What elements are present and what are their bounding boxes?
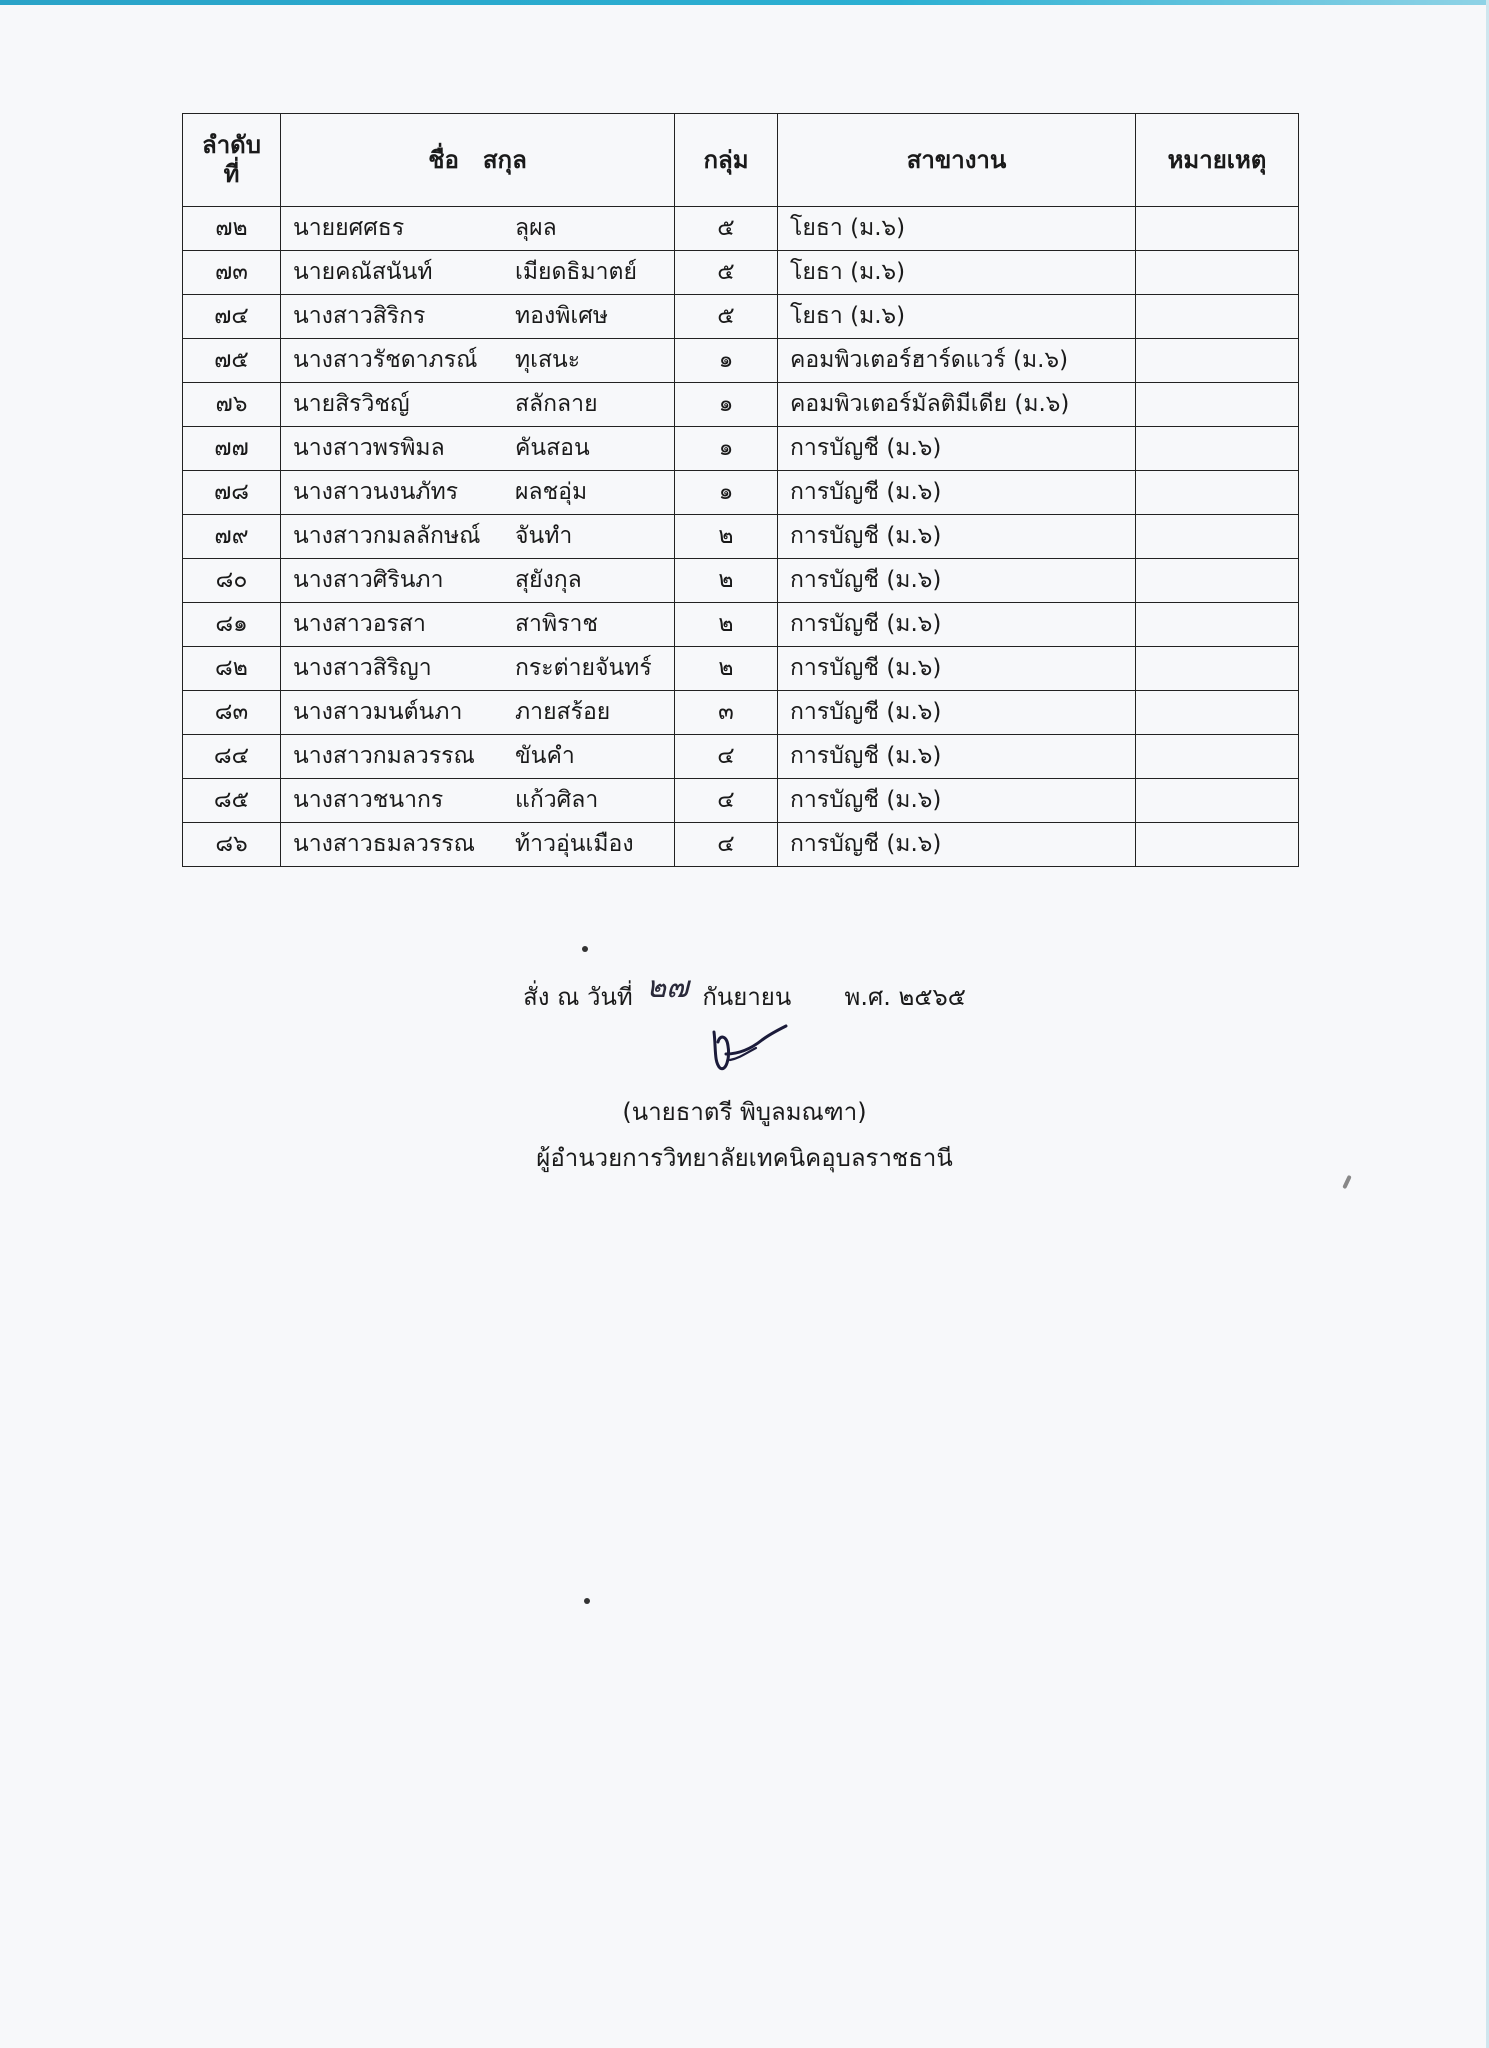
row-first-name: นายคณัสนันท์ bbox=[293, 258, 433, 285]
row-number: ๗๗ bbox=[183, 427, 281, 471]
scan-speck bbox=[584, 1598, 590, 1604]
row-department: การบัญชี (ม.๖) bbox=[778, 823, 1136, 867]
row-number: ๘๑ bbox=[183, 603, 281, 647]
row-name bbox=[281, 251, 675, 295]
table-header-row bbox=[183, 114, 1299, 207]
header-department: สาขางาน bbox=[778, 114, 1136, 207]
row-department: คอมพิวเตอร์มัลติมีเดีย (ม.๖) bbox=[778, 383, 1136, 427]
table-row bbox=[183, 647, 1299, 691]
table-row bbox=[183, 383, 1299, 427]
row-remark bbox=[1136, 383, 1299, 427]
table-row bbox=[183, 471, 1299, 515]
row-number: ๘๐ bbox=[183, 559, 281, 603]
row-remark bbox=[1136, 339, 1299, 383]
row-number: ๘๖ bbox=[183, 823, 281, 867]
table-row bbox=[183, 339, 1299, 383]
order-date-prefix: สั่ง ณ วันที่ bbox=[523, 983, 633, 1011]
row-number: ๗๕ bbox=[183, 339, 281, 383]
row-department: โยธา (ม.๖) bbox=[778, 295, 1136, 339]
row-first-name: นางสาวกมลลักษณ์ bbox=[293, 522, 481, 549]
scan-speck bbox=[582, 946, 588, 952]
scan-top-edge bbox=[0, 0, 1489, 5]
table-row bbox=[183, 251, 1299, 295]
row-number: ๗๓ bbox=[183, 251, 281, 295]
table-row bbox=[183, 559, 1299, 603]
row-remark bbox=[1136, 735, 1299, 779]
row-number: ๘๓ bbox=[183, 691, 281, 735]
student-table bbox=[182, 113, 1299, 867]
row-last-name: ทุเสนะ bbox=[515, 346, 581, 373]
row-first-name: นางสาวสิริกร bbox=[293, 302, 426, 329]
row-name bbox=[281, 207, 675, 251]
row-name bbox=[281, 779, 675, 823]
row-number: ๘๕ bbox=[183, 779, 281, 823]
row-first-name: นางสาวธมลวรรณ bbox=[293, 830, 475, 857]
header-first-name: ชื่อ bbox=[428, 145, 459, 174]
row-first-name: นางสาวรัชดาภรณ์ bbox=[293, 346, 478, 373]
row-group: ๔ bbox=[675, 823, 778, 867]
row-name bbox=[281, 823, 675, 867]
row-first-name: นางสาวมนต์นภา bbox=[293, 698, 463, 725]
row-department: การบัญชี (ม.๖) bbox=[778, 559, 1136, 603]
row-number: ๗๙ bbox=[183, 515, 281, 559]
row-department: โยธา (ม.๖) bbox=[778, 207, 1136, 251]
row-first-name: นางสาวชนากร bbox=[293, 786, 444, 813]
row-name bbox=[281, 603, 675, 647]
row-last-name: คันสอน bbox=[515, 434, 590, 461]
row-group: ๕ bbox=[675, 207, 778, 251]
row-department: การบัญชี (ม.๖) bbox=[778, 735, 1136, 779]
row-department: การบัญชี (ม.๖) bbox=[778, 779, 1136, 823]
row-last-name: แก้วศิลา bbox=[515, 786, 599, 813]
row-group: ๒ bbox=[675, 647, 778, 691]
row-last-name: จันทำ bbox=[515, 522, 573, 549]
row-last-name: ภายสร้อย bbox=[515, 698, 611, 725]
row-group: ๕ bbox=[675, 251, 778, 295]
row-department: คอมพิวเตอร์ฮาร์ดแวร์ (ม.๖) bbox=[778, 339, 1136, 383]
header-remark: หมายเหตุ bbox=[1136, 114, 1299, 207]
row-last-name: สลักลาย bbox=[515, 390, 598, 417]
row-group: ๒ bbox=[675, 515, 778, 559]
row-group: ๑ bbox=[675, 427, 778, 471]
row-first-name: นางสาวอรสา bbox=[293, 610, 426, 637]
row-group: ๔ bbox=[675, 779, 778, 823]
row-number: ๘๒ bbox=[183, 647, 281, 691]
row-remark bbox=[1136, 251, 1299, 295]
row-name bbox=[281, 295, 675, 339]
row-name bbox=[281, 691, 675, 735]
row-number: ๘๔ bbox=[183, 735, 281, 779]
row-name bbox=[281, 735, 675, 779]
row-first-name: นางสาวกมลวรรณ bbox=[293, 742, 475, 769]
row-last-name: ลุผล bbox=[515, 214, 557, 241]
header-name bbox=[281, 114, 675, 207]
row-last-name: กระต่ายจันทร์ bbox=[515, 654, 652, 681]
row-last-name: สุยังกุล bbox=[515, 566, 582, 593]
row-first-name: นายสิรวิชญ์ bbox=[293, 390, 410, 417]
row-name bbox=[281, 559, 675, 603]
row-last-name: ทองพิเศษ bbox=[515, 302, 608, 329]
signature-image bbox=[700, 1018, 790, 1078]
table-row bbox=[183, 823, 1299, 867]
row-department: การบัญชี (ม.๖) bbox=[778, 603, 1136, 647]
table-row bbox=[183, 603, 1299, 647]
header-last-name: สกุล bbox=[482, 145, 527, 174]
order-date-line bbox=[0, 972, 1489, 1019]
row-remark bbox=[1136, 691, 1299, 735]
order-date-month: กันยายน bbox=[702, 983, 792, 1011]
row-department: การบัญชี (ม.๖) bbox=[778, 515, 1136, 559]
row-name bbox=[281, 427, 675, 471]
row-department: การบัญชี (ม.๖) bbox=[778, 691, 1136, 735]
order-date-era: พ.ศ. bbox=[844, 983, 891, 1011]
row-group: ๑ bbox=[675, 383, 778, 427]
row-department: การบัญชี (ม.๖) bbox=[778, 471, 1136, 515]
row-group: ๑ bbox=[675, 339, 778, 383]
row-name bbox=[281, 471, 675, 515]
row-remark bbox=[1136, 779, 1299, 823]
table-row bbox=[183, 207, 1299, 251]
table-row bbox=[183, 295, 1299, 339]
header-group: กลุ่ม bbox=[675, 114, 778, 207]
row-group: ๑ bbox=[675, 471, 778, 515]
row-department: การบัญชี (ม.๖) bbox=[778, 427, 1136, 471]
row-first-name: นางสาวนงนภัทร bbox=[293, 478, 459, 505]
header-number bbox=[183, 114, 281, 207]
row-group: ๕ bbox=[675, 295, 778, 339]
row-remark bbox=[1136, 207, 1299, 251]
row-first-name: นายยศศธร bbox=[293, 214, 405, 241]
row-name bbox=[281, 515, 675, 559]
row-group: ๒ bbox=[675, 603, 778, 647]
row-department: โยธา (ม.๖) bbox=[778, 251, 1136, 295]
row-last-name: เมียดธิมาตย์ bbox=[515, 258, 637, 285]
row-number: ๗๘ bbox=[183, 471, 281, 515]
row-remark bbox=[1136, 603, 1299, 647]
row-name bbox=[281, 339, 675, 383]
signer-title: ผู้อำนวยการวิทยาลัยเทคนิคอุบลราชธานี bbox=[536, 1144, 953, 1172]
table-row bbox=[183, 779, 1299, 823]
table-row bbox=[183, 691, 1299, 735]
row-name bbox=[281, 383, 675, 427]
table-row bbox=[183, 515, 1299, 559]
row-name bbox=[281, 647, 675, 691]
row-remark bbox=[1136, 471, 1299, 515]
row-last-name: ผลชอุ่ม bbox=[515, 478, 588, 505]
row-group: ๒ bbox=[675, 559, 778, 603]
row-department: การบัญชี (ม.๖) bbox=[778, 647, 1136, 691]
row-number: ๗๖ bbox=[183, 383, 281, 427]
table-row bbox=[183, 427, 1299, 471]
row-last-name: ท้าวอุ่นเมือง bbox=[515, 830, 634, 857]
table-body bbox=[183, 207, 1299, 867]
row-first-name: นางสาวสิริญา bbox=[293, 654, 432, 681]
row-last-name: สาพิราช bbox=[515, 610, 598, 637]
row-first-name: นางสาวพรพิมล bbox=[293, 434, 445, 461]
row-remark bbox=[1136, 515, 1299, 559]
header-number-line1: ลำดับ bbox=[201, 131, 261, 160]
row-number: ๗๒ bbox=[183, 207, 281, 251]
row-number: ๗๔ bbox=[183, 295, 281, 339]
row-remark bbox=[1136, 295, 1299, 339]
row-remark bbox=[1136, 559, 1299, 603]
order-date-day: ๒๗ bbox=[646, 970, 689, 1005]
row-remark bbox=[1136, 647, 1299, 691]
row-last-name: ขันคำ bbox=[515, 742, 575, 769]
signer-name: (นายธาตรี พิบูลมณฑา) bbox=[622, 1098, 867, 1126]
row-first-name: นางสาวศิรินภา bbox=[293, 566, 444, 593]
row-remark bbox=[1136, 427, 1299, 471]
table-row bbox=[183, 735, 1299, 779]
row-remark bbox=[1136, 823, 1299, 867]
row-group: ๓ bbox=[675, 691, 778, 735]
header-number-line2: ที่ bbox=[223, 160, 240, 188]
row-group: ๔ bbox=[675, 735, 778, 779]
order-date-year: ๒๕๖๕ bbox=[898, 983, 966, 1011]
